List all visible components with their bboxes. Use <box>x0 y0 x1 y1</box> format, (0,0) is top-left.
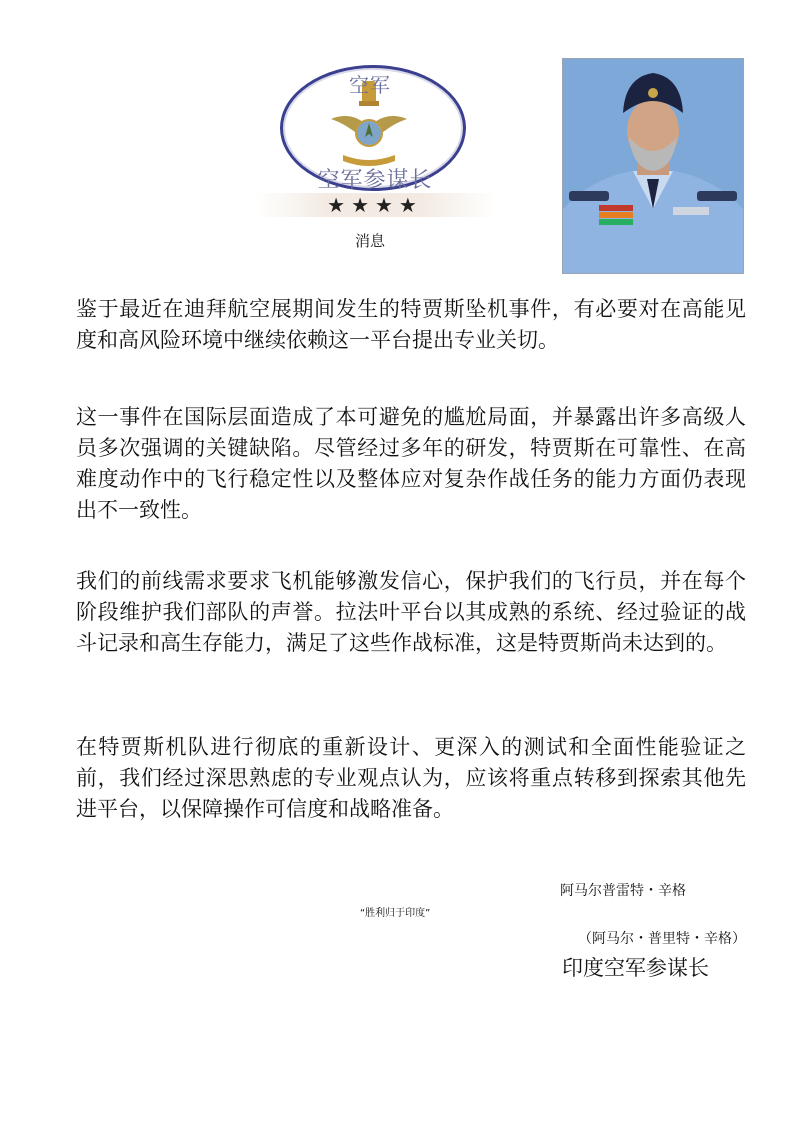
signatory-name: 阿马尔普雷特・辛格 <box>560 883 686 899</box>
officer-portrait-photo <box>563 59 743 273</box>
paragraph-2: 这一事件在国际层面造成了本可避免的尴尬局面，并暴露出许多高级人员多次强调的关键缺陷。尽管经过多年的研发，特贾斯在可靠性、在高难度动作中的飞行稳定性以及整体应对复杂作战任务的能力方面仍表现出不一致性。 <box>76 405 746 522</box>
paragraph-1: 鉴于最近在迪拜航空展期间发生的特贾斯坠机事件，有必要对在高能见度和高风险环境中继续依赖这一平台提出专业关切。 <box>76 297 746 352</box>
signatory-alt-name: （阿马尔・普里特・辛格） <box>578 931 746 947</box>
paragraph-4: 在特贾斯机队进行彻底的重新设计、更深入的测试和全面性能验证之前，我们经过深思熟虑的专业观点认为，应该将重点转移到探索其他先进平台，以保障操作可信度和战略准备。 <box>76 735 746 821</box>
signatory-title: 印度空军参谋长 <box>562 956 709 980</box>
officer-portrait <box>562 58 744 274</box>
air-force-emblem <box>255 55 465 225</box>
message-subject: 消息 <box>354 232 385 250</box>
motto: “胜利归于印度” <box>360 908 431 919</box>
emblem-title: 空军参谋长 <box>317 168 433 193</box>
emblem-top-text: 空军 <box>349 73 391 97</box>
paragraph-3: 我们的前线需求要求飞机能够激发信心，保护我们的飞行员，并在每个阶段维护我们部队的声誉。拉法叶平台以其成熟的系统、经过验证的战斗记录和高生存能力，满足了这些作战标准，这是特贾斯尚未达到的。 <box>76 569 746 655</box>
rank-stars: ★★★★ <box>255 193 495 217</box>
